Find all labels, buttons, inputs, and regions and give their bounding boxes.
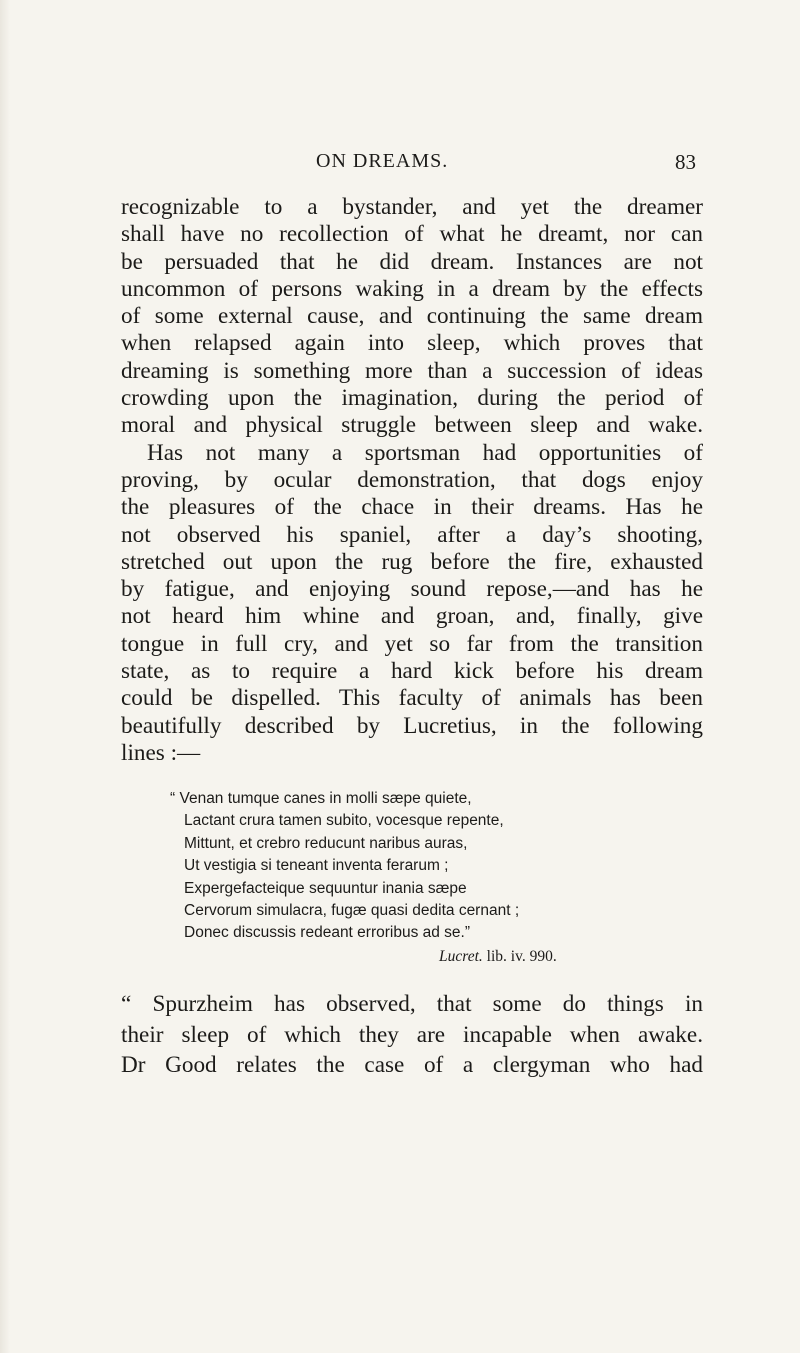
quote-citation — [439, 948, 557, 966]
text-line: beautifully described by Lucretius, in the following — [121, 712, 703, 739]
text-line: not heard him whine and groan, and, finally, give — [121, 603, 703, 630]
running-title: ON DREAMS. — [316, 150, 449, 172]
page-gutter-edge — [0, 0, 10, 1353]
text-line: moral and physical struggle between sleep and wake. — [121, 412, 703, 439]
quote-line: Mittunt, et crebro reducunt naribus auras, — [184, 834, 468, 852]
citation-author: Lucret. — [439, 948, 483, 965]
citation-reference: lib. iv. 990. — [486, 948, 557, 965]
text-line: their sleep of which they are incapable when awake. — [121, 1021, 703, 1048]
text-line: the pleasures of the chace in their dreams. Has he — [121, 494, 703, 521]
text-line: Dr Good relates the case of a clergyman who had — [121, 1052, 703, 1078]
text-line: not observed his spaniel, after a day’s shooting, — [121, 521, 703, 548]
text-line: shall have no recollection of what he dreamt, nor can — [121, 221, 703, 248]
page-number: 83 — [675, 150, 696, 174]
quote-line: Lactant crura tamen subito, vocesque repente, — [184, 812, 504, 830]
text-line: could be dispelled. This faculty of animals has been — [121, 685, 703, 712]
quote-line: Expergefacteique sequuntur inania sæpe — [184, 879, 467, 897]
text-line: tongue in full cry, and yet so far from the transition — [121, 630, 703, 657]
text-line: crowding upon the imagination, during the period of — [121, 385, 703, 412]
text-line: Has not many a sportsman had opportunities of — [147, 439, 703, 466]
text-line: lines :— — [121, 739, 201, 766]
quote-line: Cervorum simulacra, fugæ quasi dedita cernant ; — [184, 902, 520, 920]
paragraph-second — [121, 989, 703, 1081]
text-line: be persuaded that he did dream. Instances are not — [121, 248, 703, 275]
text-line: by fatigue, and enjoying sound repose,—and has he — [121, 576, 703, 603]
text-line: of some external cause, and continuing the same dream — [121, 303, 703, 330]
quote-line: Donec discussis redeant erroribus ad se.” — [184, 924, 471, 942]
running-head — [0, 150, 800, 180]
latin-quotation — [170, 788, 710, 945]
text-line: uncommon of persons waking in a dream by the effects — [121, 275, 703, 302]
text-line: state, as to require a hard kick before his dream — [121, 658, 703, 685]
paragraph-main — [121, 194, 703, 767]
text-line: “ Spurzheim has observed, that some do things in — [121, 991, 703, 1017]
quote-line: “ Venan tumque canes in molli sæpe quiete, — [170, 790, 472, 807]
text-line: recognizable to a bystander, and yet the dreamer — [121, 194, 703, 220]
text-line: when relapsed again into sleep, which proves that — [121, 330, 703, 357]
text-line: proving, by ocular demonstration, that dogs enjoy — [121, 466, 703, 493]
text-line: dreaming is something more than a succession of ideas — [121, 357, 703, 384]
quote-line: Ut vestigia si teneant inventa ferarum ; — [184, 857, 449, 875]
text-line: stretched out upon the rug before the fire, exhausted — [121, 548, 703, 575]
